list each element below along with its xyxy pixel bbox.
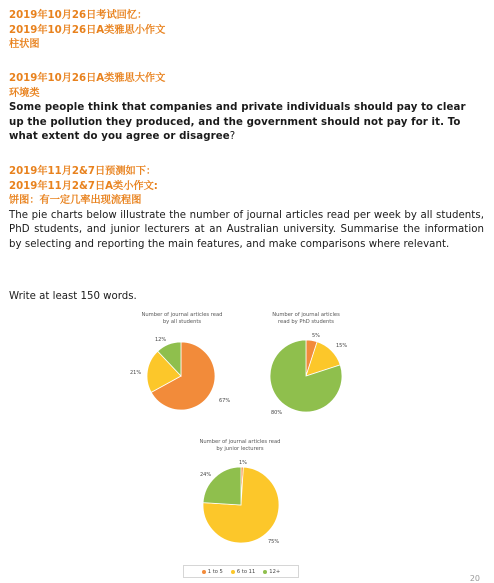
prediction-heading: 2019年11月2&7日预测如下： [9,166,157,177]
exam-recall-section [9,9,484,53]
task1-date-heading: 2019年10月26日A类雅思小作文 [9,24,166,36]
prediction-task1-heading: 2019年11月2&7日A类小作文: [9,180,158,192]
task2-category: 环境类 [9,87,40,99]
task2-question-text: Some people think that companies and private individuals should pay to clear up the pollution they produced, and the government should not pay for it. To what extent do you agree or disagree [9,102,466,143]
task2-section [9,72,484,145]
pie1-label-1to5: 5% [312,333,320,339]
task2-question-mark: ? [229,131,236,143]
pie-chart-junior-lecturers [203,467,279,543]
legend-item-12plus [263,569,280,575]
prediction-chart-type: 饼图：有一定几率出现流程图 [9,195,142,207]
word-count-instruction: Write at least 150 words. [9,291,137,302]
task1-type-label: 柱状图 [9,39,40,51]
legend-item-1to5 [202,569,223,575]
chart1-title: Number of journal articles read by all students [141,312,223,325]
legend-label-1to5: 1 to 5 [207,568,223,575]
chart-legend [183,565,299,578]
pie1-label-12plus: 80% [271,410,283,416]
legend-item-6to11 [231,569,255,575]
task2-date-heading: 2019年10月26日A类雅思大作文 [9,73,166,84]
legend-swatch-yellow [231,570,235,574]
pie1-label-6to11: 15% [336,343,348,349]
legend-label-12plus: 12+ [269,568,281,575]
exam-recall-heading: 2019年10月26日考试回忆： [9,10,148,21]
pie2-label-1to5: 1% [239,460,247,466]
pie2-label-12plus: 24% [200,472,212,478]
pie2-label-6to11: 75% [268,539,280,545]
pie0-label-1to5: 67% [219,398,231,404]
pie-chart-phd-students [270,340,342,412]
chart2-title: Number of journal articles read by PhD students [272,312,340,325]
pie0-label-6to11: 21% [130,370,142,376]
chart3-title: Number of journal articles read by junior lecturers [199,439,281,452]
task1-prompt-paragraph: The pie charts below illustrate the number of journal articles read per week by all students, PhD students, and junior lecturers at an Australian university. Summarise the information by selecting and reporting the main features, and make comparisons where relevant. [9,209,484,250]
legend-label-6to11: 6 to 11 [236,568,256,575]
page-number: 20 [469,574,480,583]
prediction-section [9,165,484,253]
legend-swatch-orange [202,570,206,574]
pie-chart-all-students [147,342,215,410]
task2-question [9,101,484,145]
legend-swatch-green [263,570,267,574]
pie0-label-12plus: 12% [155,337,167,343]
